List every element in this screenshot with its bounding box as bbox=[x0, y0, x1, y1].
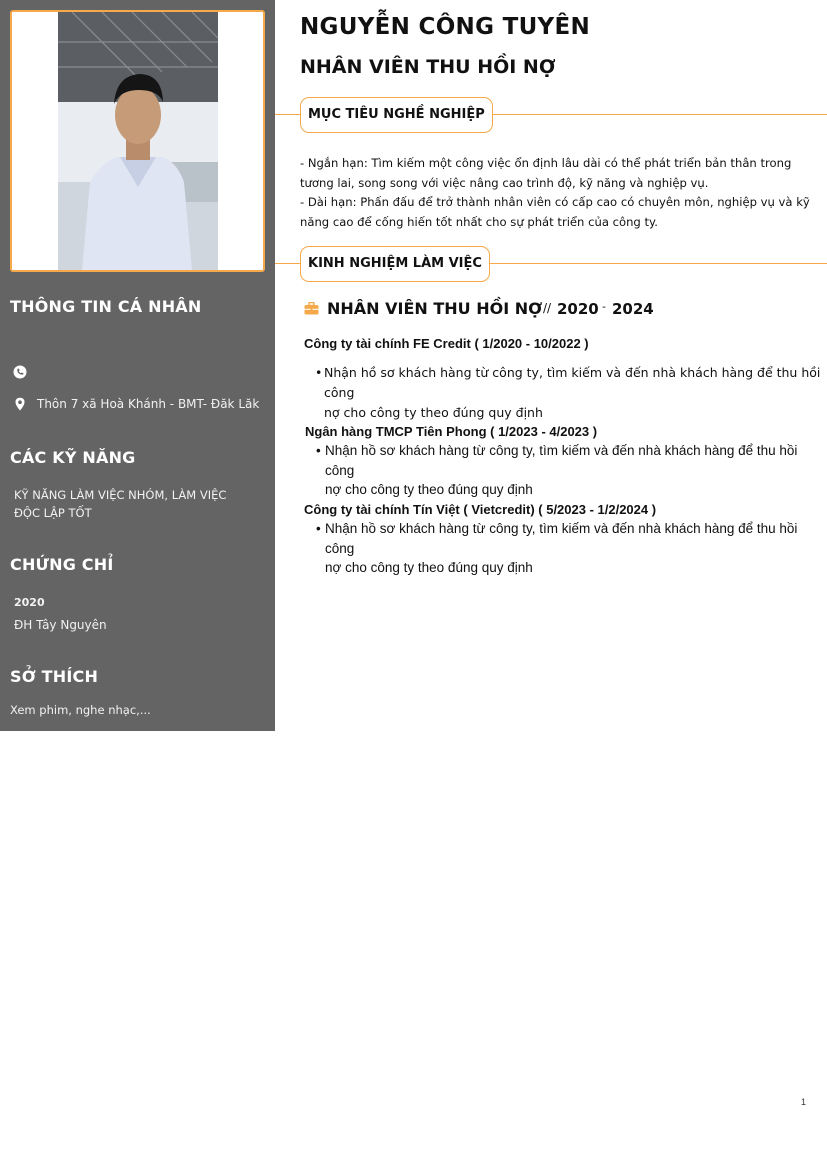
job-title: NHÂN VIÊN THU HỒI NỢ bbox=[327, 299, 543, 318]
bullet: • bbox=[315, 365, 323, 380]
duty-description bbox=[316, 519, 825, 578]
objective-text bbox=[300, 154, 815, 232]
duty-description bbox=[315, 363, 824, 423]
duty-line: nợ cho công ty theo đúng quy định bbox=[324, 405, 543, 420]
certificate-name: ĐH Tây Nguyên bbox=[14, 618, 107, 632]
skills-line-1: KỸ NĂNG LÀM VIỆC NHÓM, LÀM VIỆC bbox=[14, 488, 227, 502]
objective-heading: MỤC TIÊU NGHỀ NGHIỆP bbox=[300, 97, 493, 133]
job-year-end: 2024 bbox=[612, 300, 654, 318]
bullet: • bbox=[316, 443, 321, 458]
duty-line: nợ cho công ty theo đúng quy định bbox=[325, 482, 533, 497]
skills-heading: CÁC KỸ NĂNG bbox=[10, 448, 136, 467]
hobbies-heading: SỞ THÍCH bbox=[10, 667, 99, 686]
bullet: • bbox=[316, 521, 321, 536]
page-number: 1 bbox=[801, 1097, 807, 1107]
job-year-dash: - bbox=[602, 300, 606, 313]
job-year-start: 2020 bbox=[557, 300, 599, 318]
profile-photo bbox=[12, 12, 263, 270]
duty-line: nợ cho công ty theo đúng quy định bbox=[325, 560, 533, 575]
objective-line: - Dài hạn: Phấn đấu để trở thành nhân viên có cấp cao có chuyên môn, nghiệp vụ và kỹ bbox=[300, 195, 810, 209]
map-pin-icon bbox=[13, 397, 27, 411]
duty-line: Nhận hồ sơ khách hàng từ công ty, tìm kiếm và đến nhà khách hàng để thu hồi công bbox=[325, 521, 798, 556]
duty-description bbox=[316, 441, 825, 500]
candidate-role: NHÂN VIÊN THU HỒI NỢ bbox=[300, 56, 556, 78]
objective-line: - Ngắn hạn: Tìm kiếm một công việc ổn định lâu dài có thể phát triển bản thân trong bbox=[300, 156, 792, 170]
hobbies-text: Xem phim, nghe nhạc,... bbox=[10, 703, 151, 717]
candidate-name: NGUYỄN CÔNG TUYÊN bbox=[300, 14, 591, 40]
objective-line: tương lai, song song với việc nâng cao trình độ, kỹ năng và nghiệp vụ. bbox=[300, 175, 709, 190]
sidebar bbox=[0, 0, 275, 731]
objective-line: năng cao để cống hiến tốt nhất cho sự phát triển của công ty. bbox=[300, 214, 658, 229]
certificate-year: 2020 bbox=[14, 596, 45, 609]
company-name: Ngân hàng TMCP Tiên Phong ( 1/2023 - 4/2023 ) bbox=[305, 424, 598, 439]
skills-line-2: ĐỘC LẬP TỐT bbox=[14, 506, 92, 520]
briefcase-icon bbox=[304, 302, 319, 315]
certificates-heading: CHỨNG CHỈ bbox=[10, 555, 114, 574]
phone-icon bbox=[13, 365, 27, 379]
company-name: Công ty tài chính FE Credit ( 1/2020 - 10/2022 ) bbox=[304, 336, 589, 351]
duty-line: Nhận hồ sơ khách hàng từ công ty, tìm kiếm và đến nhà khách hàng để thu hồi công bbox=[325, 443, 798, 478]
address: Thôn 7 xã Hoà Khánh - BMT- Đăk Lăk bbox=[37, 397, 260, 411]
duty-line: Nhận hồ sơ khách hàng từ công ty, tìm kiếm và đến nhà khách hàng để thu hồi công bbox=[324, 365, 821, 400]
job-separator: // bbox=[543, 301, 552, 315]
experience-heading: KINH NGHIỆM LÀM VIỆC bbox=[300, 246, 490, 282]
personal-info-heading: THÔNG TIN CÁ NHÂN bbox=[10, 297, 202, 316]
profile-photo-frame bbox=[10, 10, 265, 272]
company-name: Công ty tài chính Tín Việt ( Vietcredit) ( 5/2023 - 1/2/2024 ) bbox=[304, 502, 657, 517]
